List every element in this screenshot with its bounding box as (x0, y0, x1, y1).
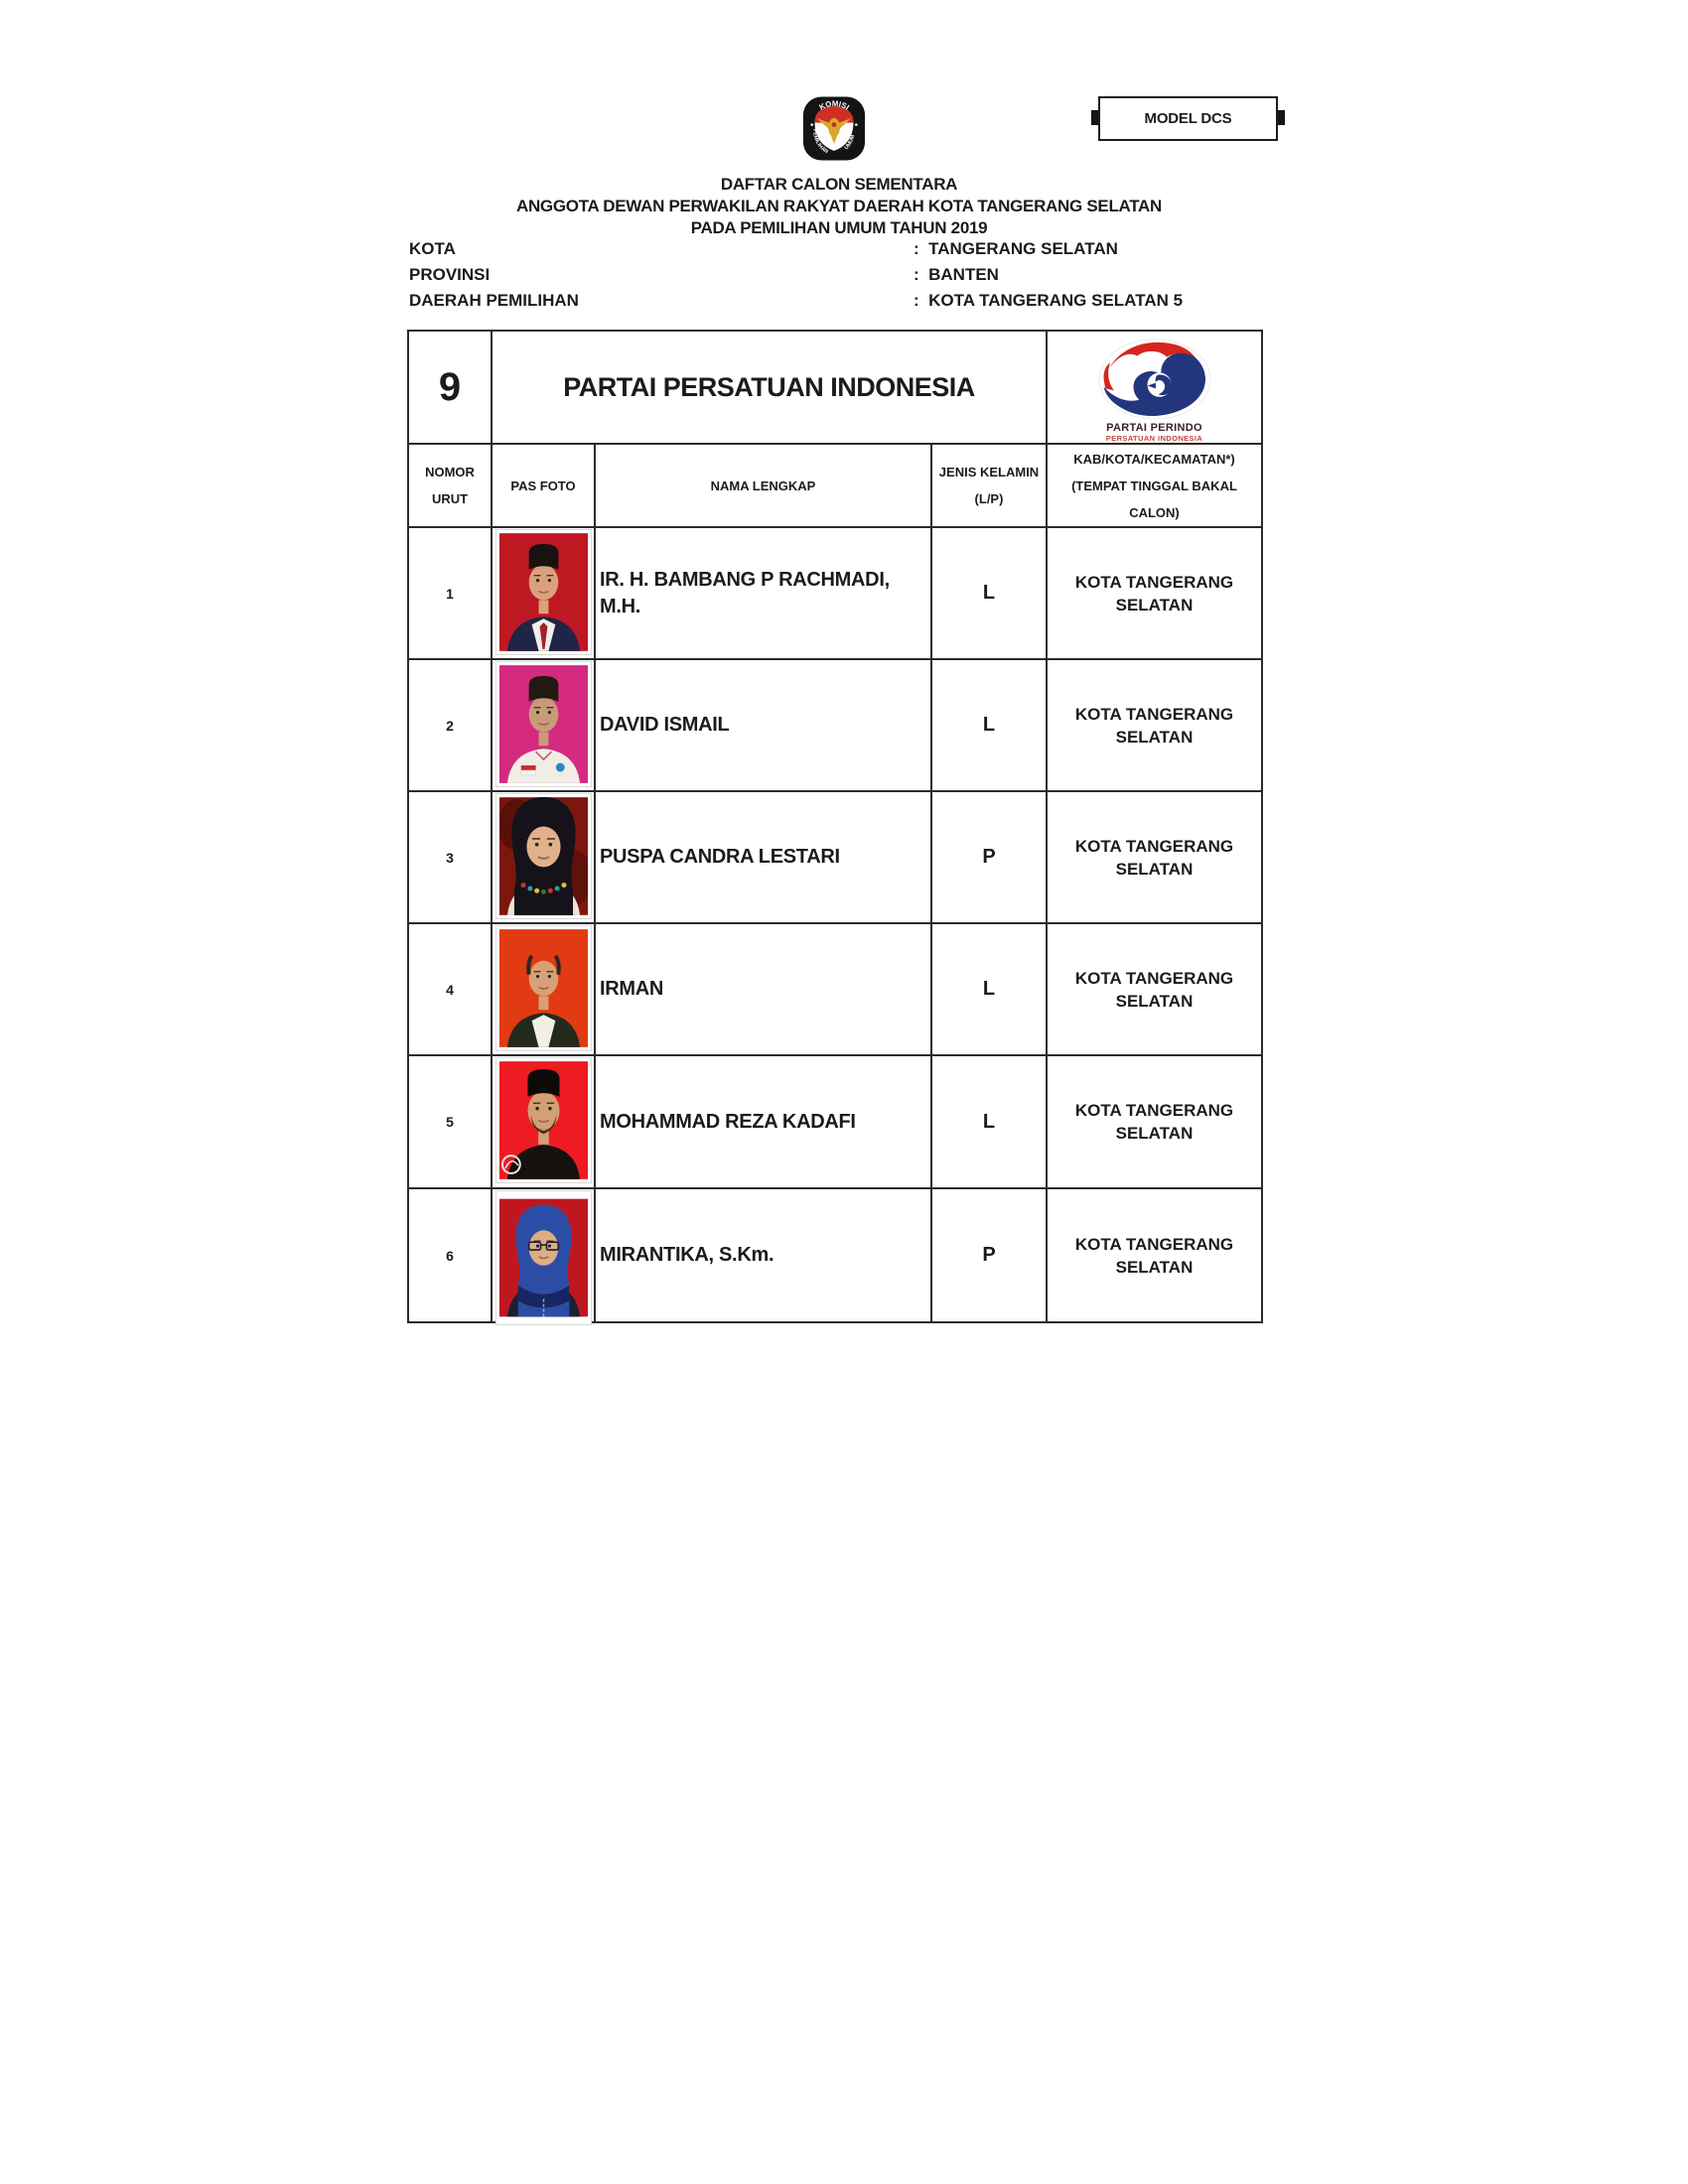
candidate-region: KOTA TANGERANG SELATAN (1048, 528, 1261, 660)
header-nomor-urut: NOMOR URUT (409, 445, 492, 528)
party-name: PARTAI PERSATUAN INDONESIA (492, 332, 1048, 445)
candidate-name: MOHAMMAD REZA KADAFI (596, 1056, 932, 1189)
doc-title-line3: PADA PEMILIHAN UMUM TAHUN 2019 (690, 218, 988, 237)
party-logo-cell (1048, 332, 1261, 445)
candidate-gender: L (932, 1056, 1048, 1189)
meta-row-provinsi (409, 265, 1283, 291)
candidate-photo-cell (492, 528, 596, 660)
candidate-name: MIRANTIKA, S.Km. (596, 1189, 932, 1321)
candidate-photo (496, 926, 591, 1050)
meta-label: DAERAH PEMILIHAN (409, 291, 579, 310)
perindo-logo (1094, 337, 1215, 422)
candidate-region: KOTA TANGERANG SELATAN (1048, 1056, 1261, 1189)
candidate-name: IR. H. BAMBANG P RACHMADI, M.H. (596, 528, 932, 660)
kpu-arc-left-text: PEMILIHAN (811, 128, 829, 156)
box-tick-right (1278, 110, 1285, 125)
candidate-photo-cell (492, 1189, 596, 1321)
model-dcs-label: MODEL DCS (1144, 110, 1232, 127)
meta-value: : BANTEN (914, 265, 999, 285)
perindo-wordmark: PARTAI PERINDO (1106, 421, 1202, 434)
box-tick-left (1091, 110, 1098, 125)
meta-label: KOTA (409, 239, 456, 258)
perindo-tagline: PERSATUAN INDONESIA (1105, 433, 1203, 443)
candidate-region: KOTA TANGERANG SELATAN (1048, 660, 1261, 792)
candidate-gender: P (932, 792, 1048, 924)
meta-row-dapil (409, 291, 1283, 317)
row-number: 2 (409, 660, 492, 792)
doc-title-line1: DAFTAR CALON SEMENTARA (720, 175, 958, 194)
row-number: 4 (409, 924, 492, 1056)
candidate-region: KOTA TANGERANG SELATAN (1048, 924, 1261, 1056)
kpu-arc-top-text: KOMISI (817, 98, 851, 112)
candidate-gender: P (932, 1189, 1048, 1321)
candidate-photo-cell (492, 792, 596, 924)
candidate-region: KOTA TANGERANG SELATAN (1048, 792, 1261, 924)
document-title-block (407, 174, 1271, 239)
document-meta (409, 239, 1283, 317)
doc-title-line2: ANGGOTA DEWAN PERWAKILAN RAKYAT DAERAH KOTA TANGERANG SELATAN (515, 197, 1163, 215)
candidate-table (407, 330, 1263, 1323)
party-number: 9 (409, 332, 492, 445)
candidate-photo (496, 1191, 591, 1324)
candidate-photo (496, 530, 591, 654)
candidate-gender: L (932, 660, 1048, 792)
candidate-photo-cell (492, 924, 596, 1056)
meta-row-kota (409, 239, 1283, 265)
row-number: 6 (409, 1189, 492, 1321)
candidate-photo (496, 1058, 591, 1182)
row-number: 5 (409, 1056, 492, 1189)
row-number: 1 (409, 528, 492, 660)
candidate-photo (496, 794, 591, 918)
header-jenis-kelamin: JENIS KELAMIN (L/P) (932, 445, 1048, 528)
kpu-logo (800, 95, 868, 162)
header-pas-foto: PAS FOTO (492, 445, 596, 528)
row-number: 3 (409, 792, 492, 924)
candidate-region: KOTA TANGERANG SELATAN (1074, 1234, 1234, 1277)
candidate-name: DAVID ISMAIL (596, 660, 932, 792)
candidate-photo-cell (492, 660, 596, 792)
header-nama-lengkap: NAMA LENGKAP (596, 445, 932, 528)
meta-label: PROVINSI (409, 265, 491, 284)
candidate-gender: L (932, 924, 1048, 1056)
meta-value: : KOTA TANGERANG SELATAN 5 (914, 291, 1183, 311)
header-kab-kota: KAB/KOTA/KECAMATAN*) (TEMPAT TINGGAL BAKAL CALON) (1048, 445, 1261, 528)
candidate-photo (496, 662, 591, 786)
candidate-gender: L (932, 528, 1048, 660)
candidate-name: PUSPA CANDRA LESTARI (596, 792, 932, 924)
candidate-photo-cell (492, 1056, 596, 1189)
model-dcs-box (1098, 96, 1278, 141)
candidate-name: IRMAN (596, 924, 932, 1056)
meta-value: : TANGERANG SELATAN (914, 239, 1118, 259)
kpu-arc-right-text: UMUM (843, 134, 857, 152)
